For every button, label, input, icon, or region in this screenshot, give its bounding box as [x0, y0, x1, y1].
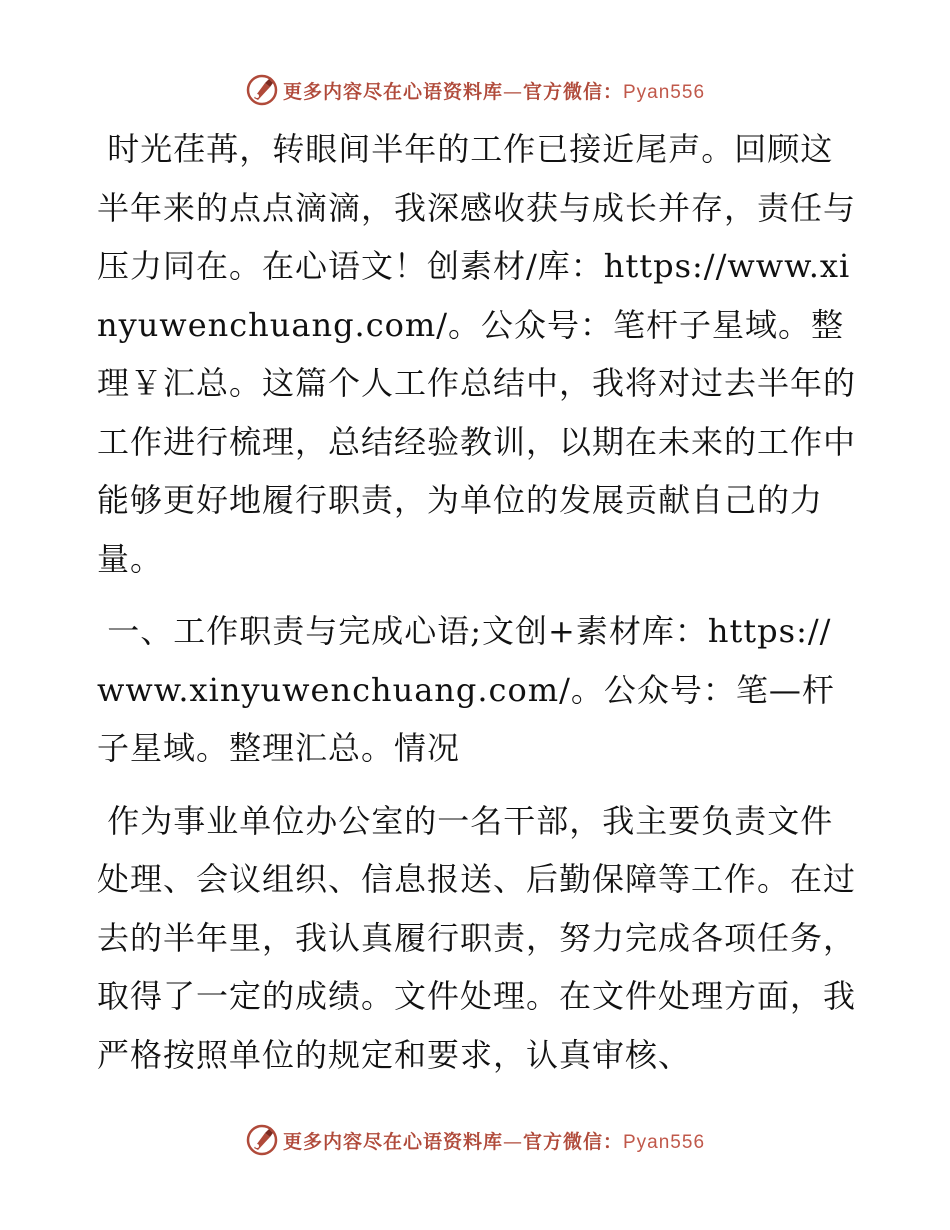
watermark-text: 更多内容尽在心语资料库—官方微信：Pyan556 — [282, 1130, 706, 1153]
header-watermark — [0, 70, 950, 110]
document-body — [97, 120, 857, 1098]
intro-paragraph: 时光荏苒，转眼间半年的工作已接近尾声。回顾这半年来的点点滴滴，我深感收获与成长并存，责任与压力同在。在心语文！创素材/库：https://www.xinyuwenchuang.com/。公众号：笔杆子星域。整理￥汇总。这篇个人工作总结中，我将对过去半年的工作进行梳理，总结经验教训，以期在未来的工作中能够更好地履行职责，为单位的发展贡献自己的力量。 — [97, 130, 857, 578]
pen-nib-logo-icon — [245, 1123, 279, 1157]
section-heading: 一、工作职责与完成心语;文创+素材库：https://www.xinyuwenchuang.com/。公众号：笔—杆子星域。整理汇总。情况 — [97, 612, 835, 767]
body-paragraph: 作为事业单位办公室的一名干部，我主要负责文件处理、会议组织、信息报送、后勤保障等工作。在过去的半年里，我认真履行职责，努力完成各项任务，取得了一定的成绩。文件处理。在文件处理方面，我严格按照单位的规定和要求，认真审核、 — [97, 801, 857, 1074]
watermark-text: 更多内容尽在心语资料库—官方微信：Pyan556 — [282, 80, 706, 103]
pen-nib-logo-icon — [245, 73, 279, 107]
footer-watermark — [0, 1120, 950, 1160]
